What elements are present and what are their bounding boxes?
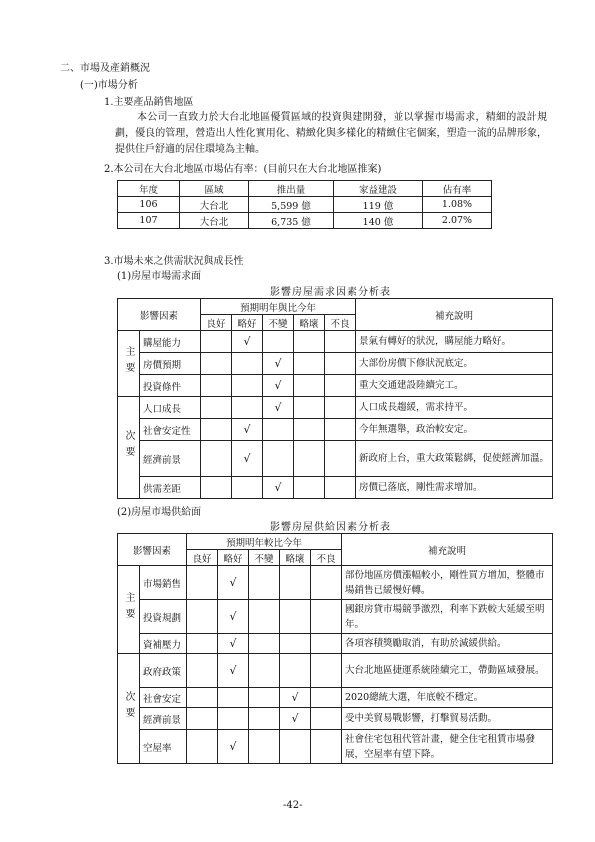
factor-cell: 投資規劃 — [140, 600, 187, 634]
level-cell — [249, 654, 280, 688]
note-cell: 房價已落底，剛性需求增加。 — [356, 477, 553, 499]
header-note: 補充說明 — [356, 299, 553, 331]
table-row — [118, 353, 553, 375]
item-heading-share: 2.本公司在大台北地區市場佔有率：(目前只在大台北地區推案) — [104, 164, 382, 175]
note-cell: 受中美貿易戰影響，打擊貿易活動。 — [342, 708, 553, 730]
header-factor: 影響因素 — [118, 299, 201, 331]
header-level: 良好 — [187, 550, 218, 566]
level-cell — [311, 708, 342, 730]
level-cell — [280, 708, 311, 730]
level-cell — [294, 441, 325, 477]
level-cell — [263, 419, 294, 441]
header-expectation: 預期明年較比今年 — [187, 534, 342, 550]
table-row — [118, 634, 553, 654]
level-cell — [232, 353, 263, 375]
level-cell — [218, 730, 249, 764]
factor-cell: 經濟前景 — [140, 708, 187, 730]
level-cell — [263, 477, 294, 499]
level-cell — [232, 477, 263, 499]
level-cell — [280, 600, 311, 634]
check-mark-icon: √ — [229, 664, 237, 677]
cell-share: 1.08% — [423, 197, 492, 213]
level-cell — [232, 441, 263, 477]
level-cell — [218, 600, 249, 634]
factor-cell: 房價預期 — [140, 353, 201, 375]
level-cell — [187, 634, 218, 654]
header-region: 區域 — [180, 181, 249, 197]
check-mark-icon: √ — [274, 357, 282, 370]
level-cell — [311, 730, 342, 764]
level-cell — [294, 477, 325, 499]
factor-cell: 空屋率 — [140, 730, 187, 764]
table-row — [118, 419, 553, 441]
level-cell — [187, 730, 218, 764]
level-cell — [294, 375, 325, 397]
demand-factor-table — [117, 298, 553, 499]
header-level: 不良 — [311, 550, 342, 566]
level-cell — [249, 634, 280, 654]
level-cell — [232, 397, 263, 419]
level-cell — [187, 600, 218, 634]
header-year: 年度 — [118, 181, 180, 197]
level-cell — [218, 654, 249, 688]
item-heading-region: 1.主要產品銷售地區 — [104, 97, 194, 108]
table-row — [118, 477, 553, 499]
level-cell — [201, 397, 232, 419]
level-cell — [294, 419, 325, 441]
level-cell — [249, 600, 280, 634]
level-cell — [201, 477, 232, 499]
level-cell — [201, 419, 232, 441]
level-cell — [263, 331, 294, 353]
note-cell: 社會住宅包租代管計畫，健全住宅租賃市場發展，空屋率有望下降。 — [342, 730, 553, 764]
market-share-table — [117, 180, 492, 229]
check-mark-icon: √ — [229, 610, 237, 623]
group-minor-label — [118, 654, 140, 764]
level-cell — [263, 441, 294, 477]
level-cell — [325, 419, 356, 441]
table-row — [118, 197, 492, 213]
factor-cell: 社會安定性 — [140, 419, 201, 441]
header-level: 略壞 — [280, 550, 311, 566]
cell-year: 107 — [118, 213, 180, 229]
level-cell — [249, 688, 280, 708]
level-cell — [187, 654, 218, 688]
level-cell — [201, 375, 232, 397]
header-level: 略好 — [232, 315, 263, 331]
supply-heading: (2)房屋市場供給面 — [117, 507, 202, 518]
table-header-row — [118, 299, 553, 315]
note-cell: 部份地區房價漲幅較小，剛性買方增加，整體市場銷售已緩慢好轉。 — [342, 566, 553, 600]
header-level: 良好 — [201, 315, 232, 331]
group-main-label — [118, 566, 140, 654]
table-row — [118, 654, 553, 688]
level-cell — [294, 397, 325, 419]
table-row — [118, 708, 553, 730]
cell-company: 140 億 — [334, 213, 423, 229]
factor-cell: 政府政策 — [140, 654, 187, 688]
header-level: 不良 — [325, 315, 356, 331]
factor-cell: 經濟前景 — [140, 441, 201, 477]
note-cell: 人口成長趨緩，需求持平。 — [356, 397, 553, 419]
note-cell: 國銀房貸市場競爭激烈，利率下跌較大延緩至明年。 — [342, 600, 553, 634]
level-cell — [325, 353, 356, 375]
group-label-text: 主要 — [123, 592, 134, 624]
table-row — [118, 730, 553, 764]
check-mark-icon: √ — [243, 452, 251, 465]
level-cell — [280, 688, 311, 708]
level-cell — [218, 634, 249, 654]
cell-company: 119 億 — [334, 197, 423, 213]
note-cell: 今年無選舉，政治較安定。 — [356, 419, 553, 441]
factor-cell: 購屋能力 — [140, 331, 201, 353]
table-row — [118, 331, 553, 353]
subsection-heading-analysis: (一)市場分析 — [80, 80, 138, 91]
level-cell — [232, 375, 263, 397]
section-heading-market: 二、市場及產銷概況 — [60, 63, 150, 74]
note-cell: 2020總統大選，年底較不穩定。 — [342, 688, 553, 708]
level-cell — [201, 441, 232, 477]
check-mark-icon: √ — [274, 481, 282, 494]
note-cell: 各項容積獎勵取消，有助於減緩供給。 — [342, 634, 553, 654]
factor-cell: 資補壓力 — [140, 634, 187, 654]
factor-cell: 人口成長 — [140, 397, 201, 419]
cell-region: 大台北 — [180, 197, 249, 213]
cell-year: 106 — [118, 197, 180, 213]
table-row — [118, 213, 492, 229]
level-cell — [280, 634, 311, 654]
cell-volume: 5,599 億 — [249, 197, 334, 213]
header-expectation: 預期明年與比今年 — [201, 299, 356, 315]
note-cell: 新政府上台，重大政策鬆綁，促使經濟加溫。 — [356, 441, 553, 477]
header-factor: 影響因素 — [118, 534, 187, 566]
check-mark-icon: √ — [274, 401, 282, 414]
cell-region: 大台北 — [180, 213, 249, 229]
check-mark-icon: √ — [291, 712, 299, 725]
level-cell — [263, 375, 294, 397]
note-cell: 景氣有轉好的狀況，購屋能力略好。 — [356, 331, 553, 353]
level-cell — [311, 634, 342, 654]
level-cell — [280, 730, 311, 764]
level-cell — [187, 708, 218, 730]
region-paragraph: 本公司一直致力於大台北地區優質區域的投資與建開發，並以掌握市場需求，精細的設計規劃，優良的管理，營造出人性化實用化、精緻化與多樣化的精緻住宅個案，塑造一流的品牌形象，提供住戶舒適的居住環境為主軸。 — [115, 112, 547, 155]
page-number: -42- — [283, 800, 303, 811]
factor-cell: 市場銷售 — [140, 566, 187, 600]
header-level: 不變 — [263, 315, 294, 331]
note-cell: 大台北地區捷運系統陸續完工，帶動區域發展。 — [342, 654, 553, 688]
check-mark-icon: √ — [229, 576, 237, 589]
supply-table-title: 影響房屋供給因素分析表 — [270, 522, 391, 533]
table-header-row — [118, 534, 553, 550]
level-cell — [311, 566, 342, 600]
factor-cell: 社會安定 — [140, 688, 187, 708]
level-cell — [187, 688, 218, 708]
table-row — [118, 441, 553, 477]
level-cell — [249, 566, 280, 600]
group-minor-label — [118, 397, 140, 499]
group-label-text: 次要 — [123, 430, 134, 462]
check-mark-icon: √ — [229, 637, 237, 650]
table-row — [118, 397, 553, 419]
table-row — [118, 375, 553, 397]
level-cell — [263, 353, 294, 375]
level-cell — [325, 397, 356, 419]
header-level: 不變 — [249, 550, 280, 566]
factor-cell: 供需差距 — [140, 477, 201, 499]
group-main-label — [118, 331, 140, 397]
header-note: 補充說明 — [342, 534, 553, 566]
demand-table-title: 影響房屋需求因素分析表 — [270, 287, 391, 298]
cell-volume: 6,735 億 — [249, 213, 334, 229]
level-cell — [325, 477, 356, 499]
level-cell — [280, 566, 311, 600]
check-mark-icon: √ — [291, 691, 299, 704]
check-mark-icon: √ — [229, 740, 237, 753]
level-cell — [311, 654, 342, 688]
header-share: 佔有率 — [423, 181, 492, 197]
level-cell — [311, 688, 342, 708]
level-cell — [311, 600, 342, 634]
demand-heading: (1)房屋市場需求面 — [117, 271, 202, 282]
header-company: 家益建設 — [334, 181, 423, 197]
level-cell — [187, 566, 218, 600]
check-mark-icon: √ — [243, 335, 251, 348]
level-cell — [218, 566, 249, 600]
table-row — [118, 688, 553, 708]
header-volume: 推出量 — [249, 181, 334, 197]
level-cell — [294, 353, 325, 375]
level-cell — [263, 397, 294, 419]
item-heading-future: 3.市場未來之供需狀況與成長性 — [104, 256, 244, 267]
supply-factor-table — [117, 533, 553, 764]
check-mark-icon: √ — [243, 423, 251, 436]
level-cell — [325, 441, 356, 477]
level-cell — [201, 353, 232, 375]
level-cell — [218, 708, 249, 730]
level-cell — [294, 331, 325, 353]
factor-cell: 投資條件 — [140, 375, 201, 397]
level-cell — [232, 331, 263, 353]
level-cell — [280, 654, 311, 688]
group-label-text: 主要 — [123, 346, 134, 378]
level-cell — [218, 688, 249, 708]
table-row — [118, 566, 553, 600]
header-level: 略壞 — [294, 315, 325, 331]
cell-share: 2.07% — [423, 213, 492, 229]
level-cell — [232, 419, 263, 441]
note-cell: 大部份房價下修狀況底定。 — [356, 353, 553, 375]
level-cell — [249, 708, 280, 730]
check-mark-icon: √ — [274, 379, 282, 392]
table-header-row — [118, 181, 492, 197]
level-cell — [249, 730, 280, 764]
level-cell — [325, 331, 356, 353]
level-cell — [325, 375, 356, 397]
note-cell: 重大交通建設陸續完工。 — [356, 375, 553, 397]
header-level: 略好 — [218, 550, 249, 566]
table-row — [118, 600, 553, 634]
group-label-text: 次要 — [123, 691, 134, 723]
level-cell — [201, 331, 232, 353]
